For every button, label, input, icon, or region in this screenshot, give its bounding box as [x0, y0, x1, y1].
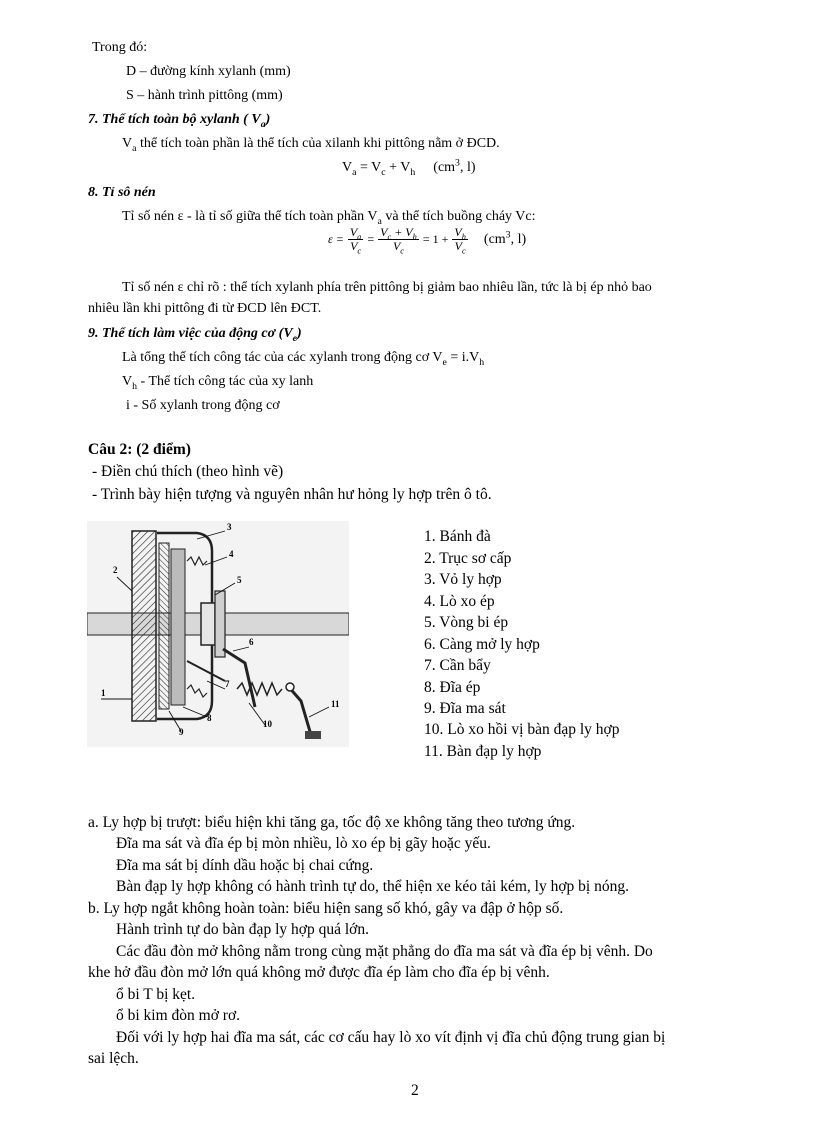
legend-item-11: 11. Bàn đạp ly hợp	[424, 743, 542, 760]
answer-b-2-line2: khe hở đầu đòn mở lớn quá không mở được đĩa ép làm cho đĩa ép bị vênh.	[88, 964, 550, 981]
section9-line2: $V_h$ - Thể tích công tác của xy lanh	[122, 374, 314, 392]
clutch-diagram	[87, 521, 349, 747]
fraction-va-vc: $\frac{V_a}{V_c}$	[349, 225, 362, 256]
where-label: Trong đó:	[92, 40, 148, 55]
answer-b-3: ổ bi T bị kẹt.	[116, 986, 196, 1003]
callout-7: 7	[225, 679, 230, 689]
d-definition: D – đường kính xylanh (mm)	[126, 64, 291, 79]
legend-item-10: 10. Lò xo hồi vị bàn đạp ly hợp	[424, 721, 620, 738]
release-bearing	[201, 603, 215, 645]
legend-item-2: 2. Trục sơ cấp	[424, 550, 512, 567]
answer-b-1: Hành trình tự do bàn đạp ly hợp quá lớn.	[116, 921, 369, 938]
section8-definition: Tỉ số nén ε - là tỉ số giữa thể tích toàn phần $V_a$ và thể tích buồng cháy Vc:	[122, 209, 536, 227]
clutch-pedal-pad	[305, 731, 321, 739]
answer-a-heading: a. Ly hợp bị trượt: biểu hiện khi tăng ga, tốc độ xe không tăng theo tương ứng.	[88, 814, 576, 831]
friction-disc	[159, 543, 169, 709]
section8-explain-line2: nhiêu lần khi pittông đi từ ĐCD lên ĐCT.	[88, 301, 322, 316]
legend-item-6: 6. Càng mở ly hợp	[424, 636, 540, 653]
legend-item-3: 3. Vỏ ly hợp	[424, 571, 502, 588]
question2-title: Câu 2: (2 điểm)	[88, 441, 191, 458]
callout-9: 9	[179, 727, 184, 737]
answer-a-1: Đĩa ma sát và đĩa ép bị mòn nhiều, lò xo ép bị gãy hoặc yếu.	[116, 835, 491, 852]
section7-heading: 7. Thể tích toàn bộ xylanh ( $V_a$)	[88, 112, 271, 130]
s-definition: S – hành trình pittông (mm)	[126, 88, 283, 103]
callout-1: 1	[101, 688, 106, 698]
legend-item-9: 9. Đĩa ma sát	[424, 700, 506, 717]
section7-formula: $V_a = V_c + V_h$ ($cm^3$, l)	[342, 157, 476, 178]
answer-b-5-line2: sai lệch.	[88, 1050, 139, 1067]
section9-line1: Là tổng thể tích công tác của các xylanh trong động cơ $V_e = i.V_h$	[122, 350, 485, 368]
answer-a-3: Bàn đạp ly hợp không có hành trình tự do, thể hiện xe kéo tải kém, ly hợp bị nóng.	[116, 878, 629, 895]
legend-item-1: 1. Bánh đà	[424, 528, 491, 545]
section9-heading: 9. Thể tích làm việc của động cơ $(V_e)$	[88, 326, 302, 344]
section7-text: $V_a$ thể tích toàn phần là thể tích của xilanh khi pittông nằm ở ĐCD.	[122, 136, 500, 154]
callout-2: 2	[113, 565, 118, 575]
section9-line3: i - Số xylanh trong động cơ	[126, 398, 280, 413]
page-number: 2	[411, 1082, 419, 1099]
legend-item-8: 8. Đĩa ép	[424, 679, 481, 696]
answer-b-4: ổ bi kim đòn mở rơ.	[116, 1007, 241, 1024]
legend-item-5: 5. Vòng bi ép	[424, 614, 509, 631]
bearing-sleeve	[215, 591, 225, 657]
answer-b-heading: b. Ly hợp ngắt không hoàn toàn: biểu hiện sang số khó, gây va đập ở hộp số.	[88, 900, 564, 917]
callout-3: 3	[227, 522, 232, 532]
callout-8: 8	[207, 713, 212, 723]
question2-bullet1: - Điền chú thích (theo hình vẽ)	[92, 463, 284, 480]
section8-explain-line1: Tỉ số nén ε chỉ rõ : thể tích xylanh phía trên pittông bị giảm bao nhiêu lần, tức là bị ép nhỏ bao	[122, 280, 652, 295]
callout-6: 6	[249, 637, 254, 647]
callout-10: 10	[263, 719, 272, 729]
answer-a-2: Đĩa ma sát bị dính dầu hoặc bị chai cứng.	[116, 857, 374, 874]
compression-ratio-formula: ε = $\frac{V_a}{V_c}$ = $\frac{V_c + V_h}{V_c}$ = 1 + $\frac{V_h}{V_c}$ ($cm^3$, l)	[328, 225, 527, 256]
flywheel	[132, 531, 156, 721]
question2-bullet2: - Trình bày hiện tượng và nguyên nhân hư hỏng ly hợp trên ô tô.	[92, 486, 492, 503]
section8-heading: 8. Tỉ sô nén	[88, 185, 156, 200]
legend-item-7: 7. Cần bẩy	[424, 657, 491, 674]
callout-4: 4	[229, 549, 234, 559]
legend-item-4: 4. Lò xo ép	[424, 593, 495, 610]
fraction-vh-vc: $\frac{V_h}{V_c}$	[454, 225, 466, 256]
callout-5: 5	[237, 575, 242, 585]
answer-b-5-line1: Đối với ly hợp hai đĩa ma sát, các cơ cấu hay lò xo vít định vị đĩa chủ động trung gian bị	[116, 1029, 666, 1046]
pressure-plate	[171, 549, 185, 705]
fraction-vc-vh-vc: $\frac{V_c + V_h}{V_c}$	[380, 225, 417, 256]
answer-b-2-line1: Các đầu đòn mở không nằm trong cùng mặt phẳng do đĩa ma sát và đĩa ép bị vênh. Do	[116, 943, 653, 960]
pedal-pivot	[286, 683, 294, 691]
callout-11: 11	[331, 699, 340, 709]
